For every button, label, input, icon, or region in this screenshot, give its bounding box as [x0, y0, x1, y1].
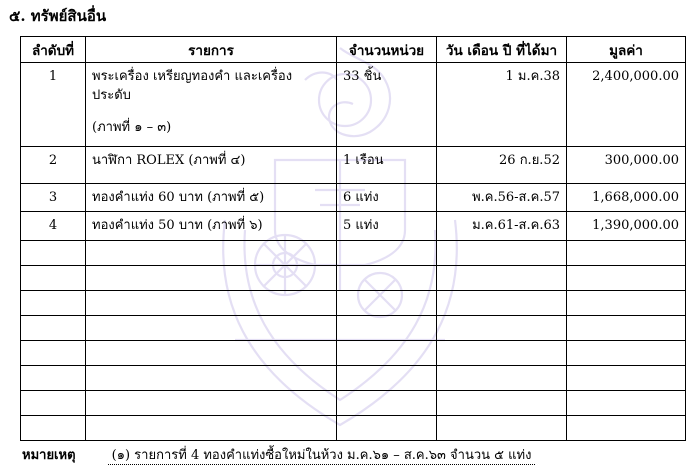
empty-cell: [337, 316, 437, 341]
empty-cell: [337, 266, 437, 291]
empty-cell: [567, 391, 686, 416]
cell-item: [86, 63, 337, 147]
footnote-text: (๑) รายการที่ 4 ทองคำแท่งซื้อใหม่ในห้วง ม.ค.๖๑ – ส.ค.๖๓ จำนวน ๕ แท่ง: [108, 448, 536, 465]
header-no: ลำดับที่: [21, 37, 86, 63]
item-line: พระเครื่อง เหรียญทองคำ และเครื่องประดับ: [92, 69, 293, 103]
cell-value: 2,400,000.00: [567, 63, 686, 147]
empty-cell: [21, 341, 86, 366]
empty-cell: [86, 391, 337, 416]
empty-cell: [21, 266, 86, 291]
header-quantity: จำนวนหน่วย: [337, 37, 437, 63]
empty-cell: [567, 341, 686, 366]
empty-cell: [337, 341, 437, 366]
cell-value: 300,000.00: [567, 147, 686, 184]
item-line: ทองคำแท่ง 50 บาท (ภาพที่ ๖): [92, 218, 263, 233]
empty-cell: [437, 366, 567, 391]
empty-cell: [21, 366, 86, 391]
empty-cell: [86, 316, 337, 341]
cell-no: 3: [21, 184, 86, 212]
empty-cell: [86, 291, 337, 316]
table-row: [21, 212, 686, 241]
table-row: [21, 147, 686, 184]
cell-quantity: 1 เรือน: [337, 147, 437, 184]
empty-cell: [437, 391, 567, 416]
item-line: ทองคำแท่ง 60 บาท (ภาพที่ ๕): [92, 190, 265, 205]
empty-cell: [21, 391, 86, 416]
empty-table-row: [21, 291, 686, 316]
empty-cell: [437, 241, 567, 266]
header-item: รายการ: [86, 37, 337, 63]
empty-table-row: [21, 391, 686, 416]
footnote: [22, 444, 535, 465]
empty-cell: [337, 366, 437, 391]
empty-cell: [21, 291, 86, 316]
empty-cell: [21, 241, 86, 266]
item-line: (ภาพที่ ๑ – ๓): [92, 120, 172, 135]
empty-table-row: [21, 316, 686, 341]
empty-cell: [337, 416, 437, 441]
table-header-row: [21, 37, 686, 63]
empty-cell: [567, 416, 686, 441]
cell-quantity: 5 แท่ง: [337, 212, 437, 241]
table-row: [21, 63, 686, 147]
footnote-label: หมายเหตุ: [22, 448, 76, 463]
cell-no: 2: [21, 147, 86, 184]
empty-cell: [567, 266, 686, 291]
header-value: มูลค่า: [567, 37, 686, 63]
empty-cell: [86, 241, 337, 266]
empty-cell: [337, 291, 437, 316]
empty-table-row: [21, 341, 686, 366]
cell-value: 1,668,000.00: [567, 184, 686, 212]
cell-quantity: 33 ชิ้น: [337, 63, 437, 147]
empty-table-row: [21, 266, 686, 291]
cell-value: 1,390,000.00: [567, 212, 686, 241]
cell-item: [86, 147, 337, 184]
item-line: นาฬิกา ROLEX (ภาพที่ ๔): [92, 153, 246, 168]
header-date-acquired: วัน เดือน ปี ที่ได้มา: [437, 37, 567, 63]
empty-cell: [86, 341, 337, 366]
empty-cell: [437, 316, 567, 341]
empty-cell: [437, 416, 567, 441]
cell-no: 1: [21, 63, 86, 147]
empty-cell: [437, 266, 567, 291]
cell-no: 4: [21, 212, 86, 241]
empty-cell: [567, 291, 686, 316]
empty-cell: [567, 316, 686, 341]
cell-date: 1 ม.ค.38: [437, 63, 567, 147]
empty-cell: [86, 366, 337, 391]
empty-table-row: [21, 416, 686, 441]
asset-table: [20, 36, 686, 441]
empty-cell: [337, 391, 437, 416]
cell-item: [86, 184, 337, 212]
empty-cell: [337, 241, 437, 266]
empty-cell: [21, 316, 86, 341]
empty-table-row: [21, 366, 686, 391]
cell-item: [86, 212, 337, 241]
empty-cell: [567, 366, 686, 391]
empty-cell: [437, 341, 567, 366]
cell-date: พ.ค.56-ส.ค.57: [437, 184, 567, 212]
section-title: ๕. ทรัพย์สินอื่น: [9, 7, 107, 25]
cell-quantity: 6 แท่ง: [337, 184, 437, 212]
empty-table-row: [21, 241, 686, 266]
table-row: [21, 184, 686, 212]
cell-date: ม.ค.61-ส.ค.63: [437, 212, 567, 241]
empty-cell: [567, 241, 686, 266]
empty-cell: [21, 416, 86, 441]
empty-cell: [86, 416, 337, 441]
cell-date: 26 ก.ย.52: [437, 147, 567, 184]
empty-cell: [86, 266, 337, 291]
empty-cell: [437, 291, 567, 316]
